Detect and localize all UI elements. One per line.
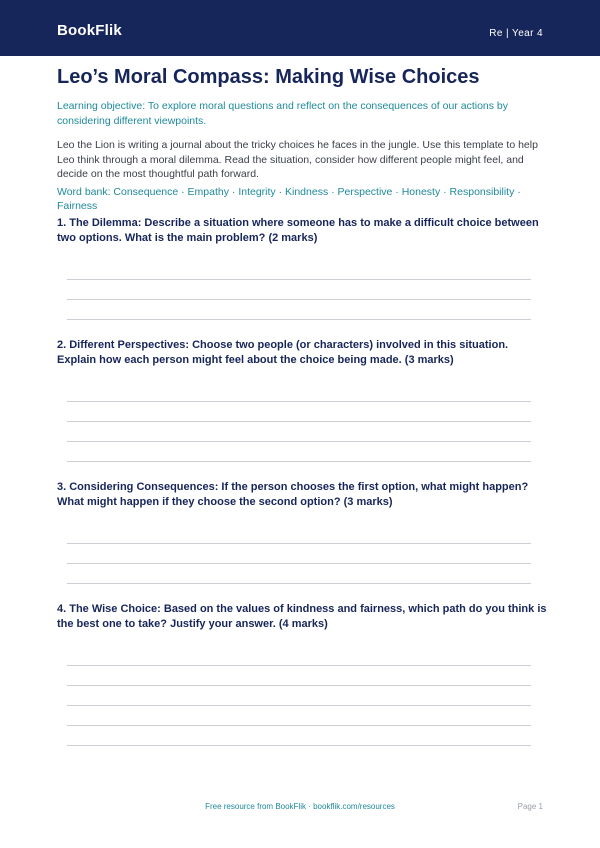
question-1: [57, 216, 547, 246]
answer-line[interactable]: [67, 665, 531, 666]
worksheet-title: Leo’s Moral Compass: Making Wise Choices: [57, 66, 480, 88]
page-number: Page 1: [517, 802, 543, 811]
question-4-text: 4. The Wise Choice: Based on the values of kindness and fairness, which path do you think is the best one to take? Justify your answer. (4 marks): [57, 603, 547, 630]
question-3: [57, 480, 547, 510]
answer-line[interactable]: [67, 279, 531, 280]
learning-objective: Learning objective: To explore moral questions and reflect on the consequences of our actions by considering different viewpoints.: [57, 100, 509, 127]
question-1-text: 1. The Dilemma: Describe a situation where someone has to make a difficult choice between two options. What is the main problem? (2 marks): [57, 217, 539, 244]
answer-line[interactable]: [67, 725, 531, 726]
question-3-text: 3. Considering Consequences: If the person chooses the first option, what might happen? What might happen if they choose the second option? (3 marks): [57, 481, 529, 508]
footer-resource-link[interactable]: Free resource from BookFlik · bookflik.com/resources: [205, 802, 395, 811]
answer-line[interactable]: [67, 705, 531, 706]
answer-line[interactable]: [67, 461, 531, 462]
brand-logo-text: BookFlik: [57, 22, 122, 39]
question-2-text: 2. Different Perspectives: Choose two people (or characters) involved in this situation. Explain how each person might feel about the choice being made. (3 marks): [57, 339, 509, 366]
answer-line[interactable]: [67, 745, 531, 746]
answer-line[interactable]: [67, 441, 531, 442]
answer-line[interactable]: [67, 401, 531, 402]
question-4: [57, 602, 547, 632]
page-header: [0, 0, 600, 56]
answer-line[interactable]: [67, 421, 531, 422]
answer-line[interactable]: [67, 583, 531, 584]
question-2: [57, 338, 547, 368]
answer-line[interactable]: [67, 685, 531, 686]
answer-line[interactable]: [67, 299, 531, 300]
worksheet-intro: Leo the Lion is writing a journal about the tricky choices he faces in the jungle. Use this template to help Leo think through a moral dilemma. Read the situation, consider how different people might feel, and decide on the most thoughtful path forward.: [57, 139, 538, 180]
subject-year-label: Re | Year 4: [489, 28, 543, 39]
answer-line[interactable]: [67, 319, 531, 320]
answer-line[interactable]: [67, 563, 531, 564]
word-bank: Word bank: Consequence · Empathy · Integrity · Kindness · Perspective · Honesty · Responsibility · Fairness: [57, 186, 521, 212]
answer-line[interactable]: [67, 543, 531, 544]
